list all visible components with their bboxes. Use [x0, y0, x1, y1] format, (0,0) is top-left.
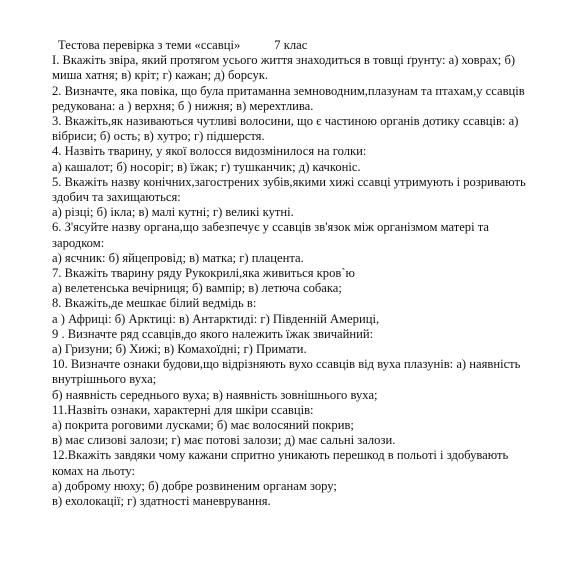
document-title: Тестова перевірка з теми «ссавці» — [58, 38, 241, 52]
text-line: 9 . Визначте ряд ссавців,до якого належить їжак звичайний: — [52, 326, 374, 341]
text-line: в) ехолокації; г) здатності маневрування. — [52, 494, 271, 509]
text-line: а) кашалот; б) носоріг; в) їжак; г) тушканчик; д) качконіс. — [52, 159, 361, 174]
grade-label: 7 клас — [274, 38, 308, 52]
text-line: 4. Назвіть тварину, у якої волосся видозмінилося на голки: — [52, 144, 367, 159]
text-line: 12.Вкажіть завдяки чому кажани спритно уникають перешкод в польоті і здобувають — [52, 448, 509, 463]
text-line: 3. Вкажіть,як називаються чутливі волосини, що є частиною органів дотику ссавців: а) — [52, 114, 519, 129]
text-line: а) доброму нюху; б) добре розвиненим органам зору; — [52, 478, 337, 493]
text-line: а) різці; б) ікла; в) малі кутні; г) великі кутні. — [52, 205, 294, 220]
text-line: 11.Назвіть ознаки, характерні для шкіри ссавців: — [52, 402, 314, 417]
text-line: 7. Вкажіть тварину ряду Рукокрилі,яка живиться кров`ю — [52, 266, 355, 281]
text-line: а ) Африці: б) Арктиці: в) Антарктиді: г) Південній Америці, — [52, 311, 380, 326]
text-line: миша хатня; в) кріт; г) кажан; д) борсук. — [52, 68, 269, 83]
text-line: 6. З'ясуйте назву органа,що забезпечує у ссавців зв'язок між організмом матері та — [52, 220, 489, 235]
text-line: а) ясчник: б) яйцепровід; в) матка; г) плацента. — [52, 250, 304, 265]
text-line: 5. Вкажіть назву конічних,загострених зубів,якими хижі ссавці утримують і розривають — [52, 174, 526, 189]
text-line: б) наявність середнього вуха; в) наявність зовнішнього вуха; — [52, 387, 378, 402]
text-line: а) Гризуни; б) Хижі; в) Комахоїдні; г) Примати. — [52, 342, 307, 357]
text-line: внутрішнього вуха; — [52, 372, 157, 387]
text-line: здобич та захищаються: — [52, 190, 181, 205]
text-line: комах на льоту: — [52, 463, 136, 478]
text-line: зародком: — [52, 235, 105, 250]
text-line: редукована: а ) верхня; б ) нижня; в) мерехтлива. — [52, 98, 314, 113]
document-header — [52, 38, 570, 53]
text-line: І. Вкажіть звіра, який протягом усього життя знаходиться в товщі ґрунту: а) ховрах; б) — [52, 53, 516, 68]
text-line: 10. Визначте ознаки будови,що відрізняють вухо ссавців від вуха плазунів: а) наявність — [52, 357, 521, 372]
text-line: а) покрита роговими лусками; б) має волосяний покрив; — [52, 418, 354, 433]
text-line: 2. Визначте, яка повіка, що була притаманна земноводним,плазунам та птахам,у ссавців — [52, 83, 525, 98]
text-line: в) має слизові залози; г) має потові залози; д) має сальні залози. — [52, 433, 396, 448]
text-line: 8. Вкажіть,де мешкає білий ведмідь в: — [52, 296, 257, 311]
text-line: а) велетенська вечірниця; б) вампір; в) летюча собака; — [52, 281, 342, 296]
text-line: вібриси; б) ость; в) хутро; г) підшерстя. — [52, 129, 265, 144]
test-document — [52, 38, 570, 509]
